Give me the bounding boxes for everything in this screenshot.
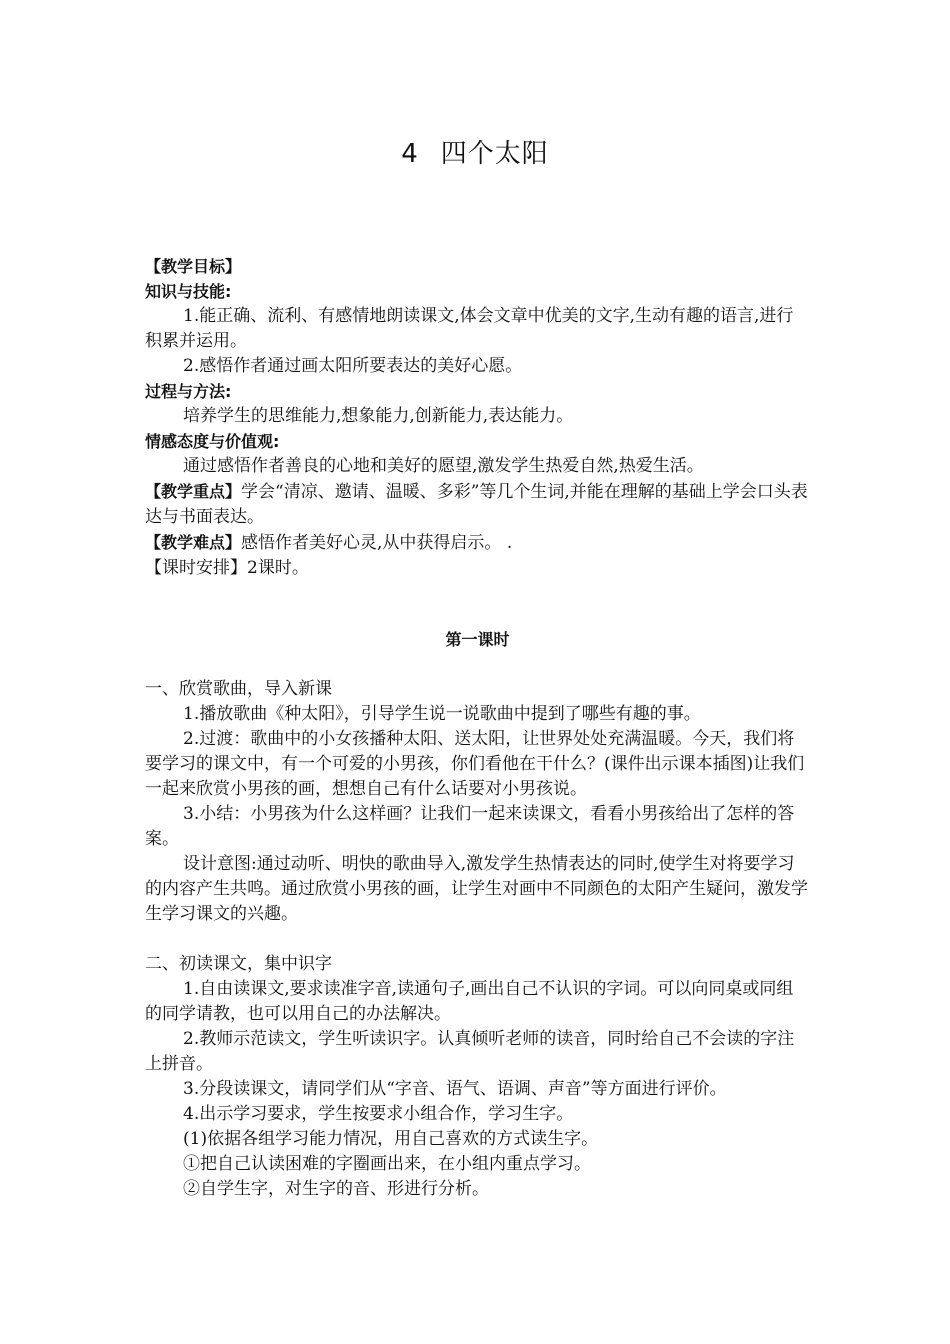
section2-paragraph: 2.教师示范读文，学生听读识字。认真倾听老师的读音，同时给自己不会读的字注上拼音。	[145, 1029, 795, 1074]
emotion-item-1: 通过感悟作者善良的心地和美好的愿望,激发学生热爱自然,热爱生活。	[183, 456, 704, 476]
objectives-heading: 【教学目标】	[145, 257, 242, 276]
section2-paragraph: 3.分段读课文，请同学们从“字音、语气、语调、声音”等方面进行评价。	[183, 1079, 727, 1099]
emotion-heading: 情感态度与价值观:	[145, 432, 280, 451]
title-number: 4	[401, 139, 419, 169]
schedule	[145, 556, 810, 581]
knowledge-heading: 知识与技能:	[145, 282, 232, 301]
title-text: 四个太阳	[440, 139, 549, 169]
page-title	[0, 133, 950, 170]
difficulty-text: 感悟作者美好心灵,从中获得启示。 .	[241, 533, 513, 553]
design-intent-paragraph: 设计意图:通过动听、明快的歌曲导入,激发学生热情表达的同时,使学生对将要学习的内容产生共鸣。通过欣赏小男孩的画，让学生对画中不同颜色的太阳产生疑问，激发学生学习课文的兴趣。	[145, 854, 808, 924]
key-point	[145, 479, 810, 530]
section1-paragraph: 1.播放歌曲《种太阳》，引导学生说一说歌曲中提到了哪些有趣的事。	[183, 704, 701, 724]
section2-paragraph: ②自学生字，对生字的音、形进行分析。	[183, 1179, 489, 1199]
objectives-section	[145, 254, 810, 581]
key-text: 学会“清凉、邀请、温暖、多彩”等几个生词,并能在理解的基础上学会口头表达与书面表达。	[145, 482, 808, 527]
section2-paragraph: 4.出示学习要求，学生按要求小组合作，学习生字。	[183, 1104, 574, 1124]
knowledge-item-1: 1.能正确、流利、有感情地朗读课文,体会文章中优美的文字,生动有趣的语言,进行积累并运用。	[145, 306, 794, 351]
section2-paragraph: (1)依据各组学习能力情况，用自己喜欢的方式读生字。	[183, 1129, 599, 1149]
schedule-label: 【课时安排】	[145, 558, 247, 578]
process-heading: 过程与方法:	[145, 382, 232, 401]
section2-title: 二、初读课文，集中识字	[145, 954, 332, 974]
section1-paragraph: 3.小结：小男孩为什么这样画？让我们一起来读课文，看看小男孩给出了怎样的答案。	[145, 804, 795, 849]
section1-title: 一、欣赏歌曲，导入新课	[145, 679, 332, 699]
section2-paragraph: ①把自己认读困难的字圈画出来，在小组内重点学习。	[183, 1154, 591, 1174]
difficulty-point	[145, 530, 810, 556]
key-label: 【教学重点】	[145, 482, 242, 501]
process-item-1: 培养学生的思维能力,想象能力,创新能力,表达能力。	[183, 406, 574, 426]
difficulty-label: 【教学难点】	[145, 533, 242, 552]
lesson1-heading: 第一课时	[445, 630, 510, 649]
knowledge-item-2: 2.感悟作者通过画太阳所要表达的美好心愿。	[183, 356, 523, 376]
schedule-text: 2课时。	[247, 558, 309, 578]
lesson1-section	[145, 627, 810, 1202]
section1-paragraph: 2.过渡：歌曲中的小女孩播种太阳、送太阳，让世界处处充满温暖。今天，我们将要学习的课文中，有一个可爱的小男孩，你们看他在干什么？(课件出示课本插图)让我们一起来欣赏小男孩的画，想想自己有什么话要对小男孩说。	[145, 729, 805, 799]
section2-paragraph: 1.自由读课文,要求读准字音,读通句子,画出自己不认识的字词。可以向同桌或同组的同学请教，也可以用自己的办法解决。	[145, 979, 794, 1024]
